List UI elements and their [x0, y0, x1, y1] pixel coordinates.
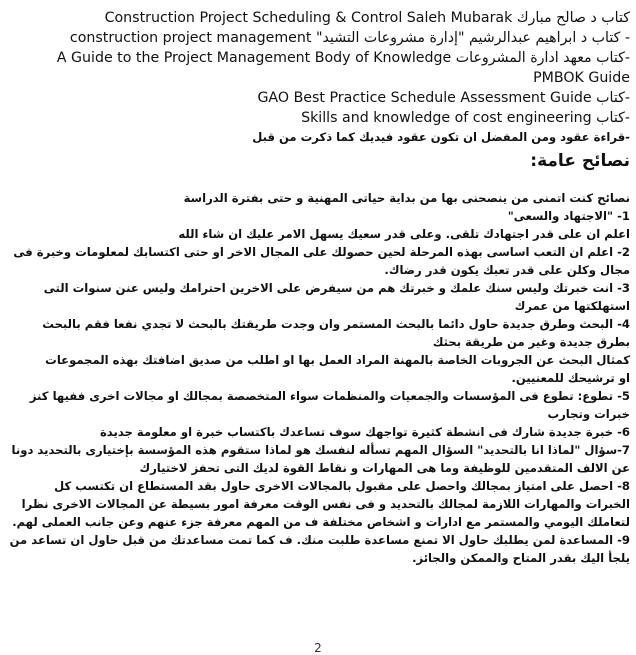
advice-item: 6- خبرة جديدة شارك فى انشطة كثيرة تواجهك سوف تساعدك باكتساب خبرة او معلومة جديدة	[99, 425, 630, 439]
advice-item: 7-سؤال "لماذا انا بالتحديد" السؤال المهم تسأله لنفسك هو لماذا ستقوم هذه المؤسسة بإختيارى بالتحديد دونا عن الالف المتقدمين للوظيفة وما هى المهارات و نقاط القوة لديك التى تحفز لاختيارك	[11, 443, 630, 475]
advice-item: 2- اعلم ان التعب اساسى بهذه المرحلة لحين حصولك على المجال الاخر او حتى اكتسابك لمعلومات وخبرة فى مجال وكلن على قدر تعبك يكون قدر رضاك.	[13, 245, 630, 277]
advice-intro: نصائح كنت اتمنى من ينصحنى بها من بداية حياتى المهنية و حتى بفترة الدراسة	[183, 191, 630, 205]
advice-item: 9- المساعدة لمن يطلبك حاول الا تمنع مساعدة طلبت منك. ف كما تمت مساعدتك من قبل حاول ان تساعد من يلجأ اليك بقدر المتاح والممكن والجائز.	[9, 533, 630, 565]
reference-item: -قراءة عقود ومن المفضل ان تكون عقود فيديك كما ذكرت من قبل	[252, 130, 630, 144]
document-body	[8, 8, 630, 567]
advice-item: 5- تطوع: تطوع فى المؤسسات والجمعيات والمنظمات سواء المتخصصة بمجالك او مجالات اخرى ففيها كنز خبرات وتجارب	[29, 389, 630, 421]
reference-item: كتاب د صالح مبارك Construction Project Scheduling & Control Saleh Mubarak	[104, 10, 630, 26]
reference-item: - كتاب د ابراهيم عبدالرشيم "إدارة مشروعات التشيد" construction project management	[69, 30, 630, 46]
advice-item: 4- البحث وطرق جديدة حاول دائما بالبحث المستمر وان وجدت طريقتك بالبحث لا تجدي نفعا فقم بالبحث بطرق جديدة وغير من طريقة بحثك	[42, 317, 630, 349]
advice-item: اعلم ان على قدر اجتهادك تلقى. وعلى قدر سعيك يسهل الامر عليك ان شاء الله	[178, 227, 630, 241]
advice-item: لتعاملك اليومي والمستمر مع ادارات و اشخاص مختلفة ف من المهم معرفة جزء عنهم وعن جانب العملى لهم.	[12, 515, 630, 529]
reference-item: -كتاب Skills and knowledge of cost engineering	[301, 110, 630, 126]
references-list	[8, 8, 630, 146]
advice-item: 3- انت خبرتك وليس سنك علمك و خبرتك هم من سيفرض على الاخرين احترامك وليس عنن سنوات التى استهلكتها من عمرك	[43, 281, 630, 313]
reference-item: -كتاب GAO Best Practice Schedule Assessment Guide	[257, 90, 630, 106]
advice-item: او ترشيحك للمعنيين.	[511, 371, 630, 385]
page-number: 2	[314, 641, 322, 655]
advice-item: كمثال البحث عن الجروبات الخاصة بالمهنة المراد العمل بها او اطلب من صديق اضافتك بهذه المجموعات	[45, 353, 630, 367]
advice-list	[8, 189, 630, 567]
advice-heading: نصائح عامة:	[530, 151, 630, 171]
advice-item: 8- احصل على امتياز بمجالك واحصل على مقبول بالمجالات الاخرى حاول بقد المستطاع ان تكتسب كل الخبرات والمهارات اللازمة لمجالك بالتحديد و فى نفس الوقت معرفة امور بسيطة عن المجالات الاخرى نظرا	[21, 479, 630, 511]
advice-item: 1- "الاجتهاد والسعى"	[507, 209, 630, 223]
reference-item: -كتاب معهد ادارة المشروعات A Guide to the Project Management Body of Knowledge PMBOK Guide	[56, 50, 630, 86]
